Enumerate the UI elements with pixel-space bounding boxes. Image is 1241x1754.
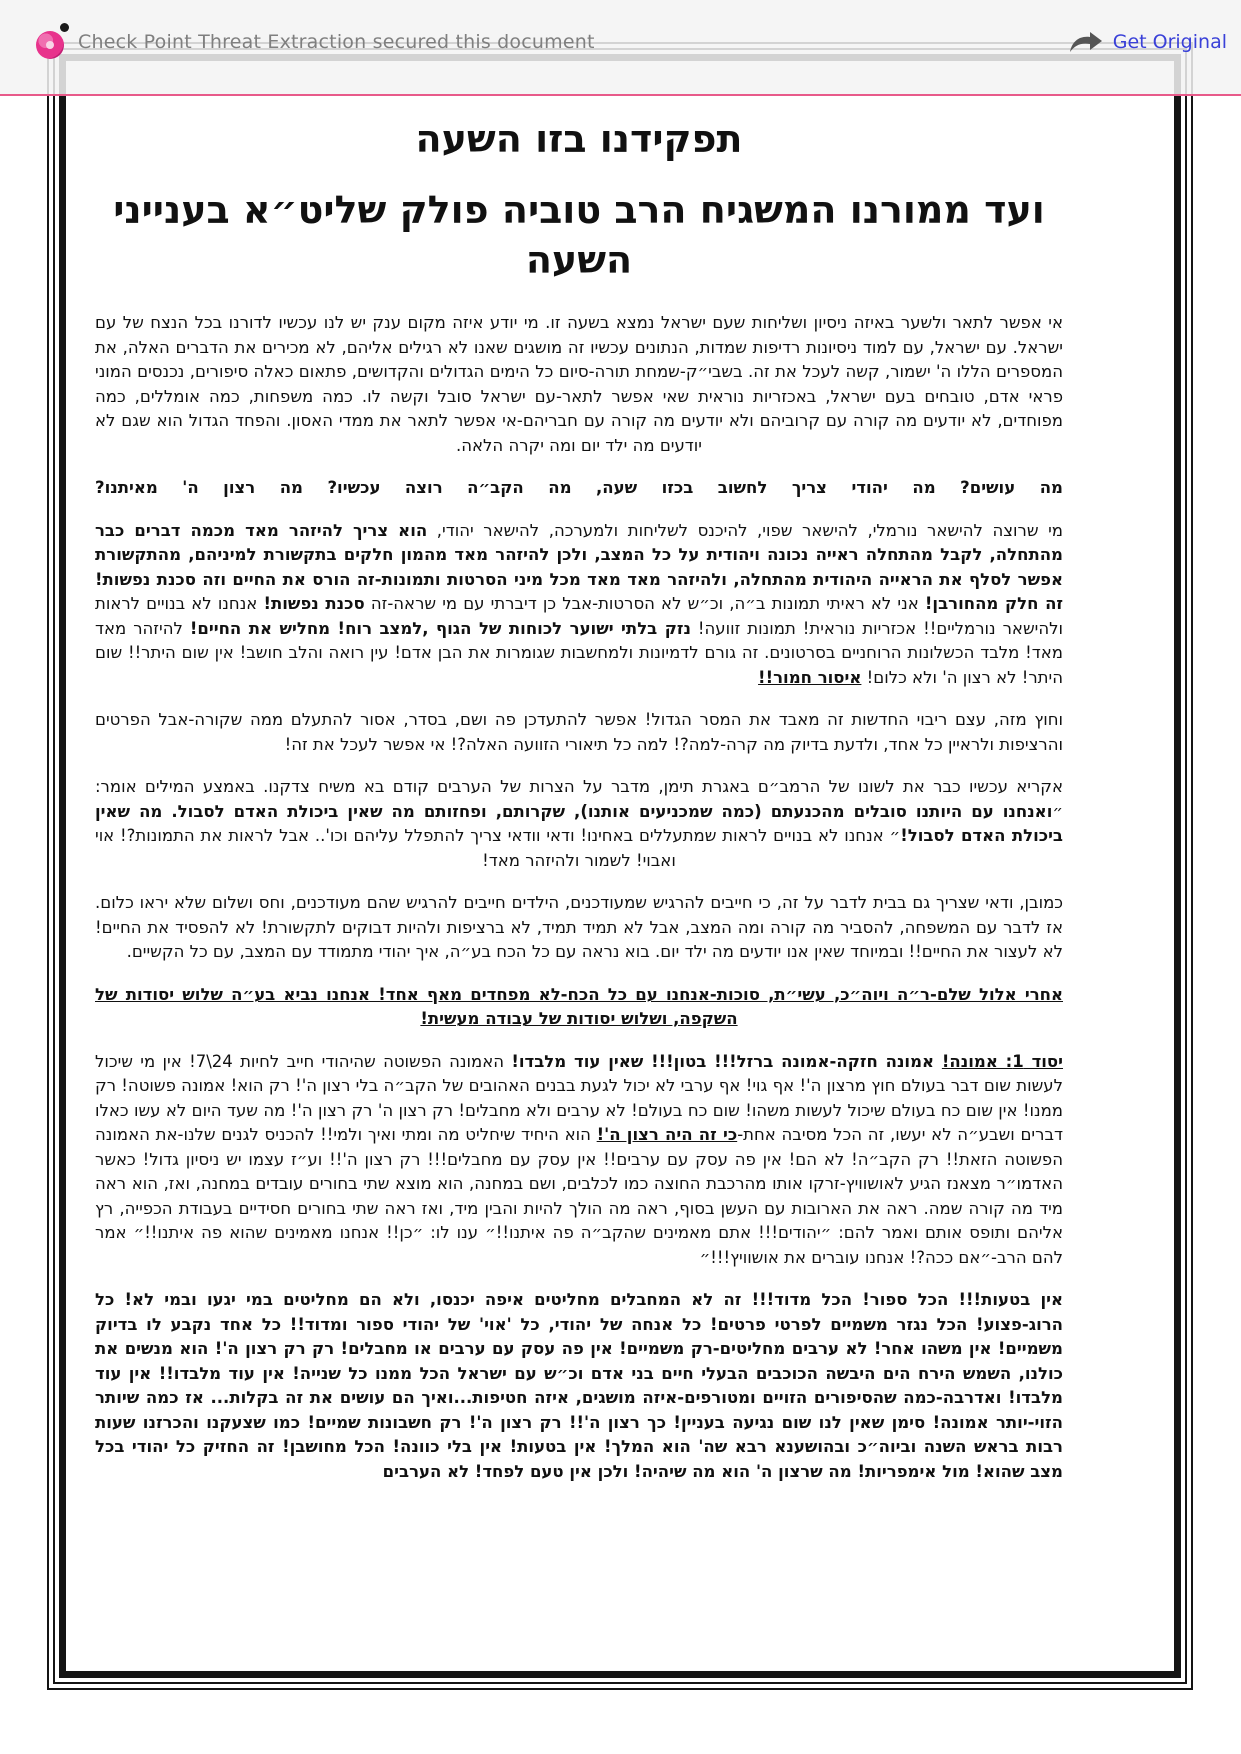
logo-center bbox=[46, 41, 54, 49]
document-content bbox=[95, 116, 1063, 1497]
document-body bbox=[95, 311, 1063, 1484]
paragraph-family: כמובן, ודאי שצריך גם בבית לדבר על זה, כי חייבים להרגיש שמעודכנים, הילדים חייבים להרגיש שהם מעודכנים, וחס ושלום שלא יראו כלום. אז לדבר עם המשפחה, להסביר מה קורה ומה המצב, אבל לא תמיד תמיד, לא ברציפות ולהיות דבוקים לתקשורת! לא להפסיד את החיים! לא לעצור את החיים!! ובמיוחד שאין אנו יודעים מה ילד יום. בוא נראה עם כל הכח בע״ה, איך יהודי מתמודד עם המצב, עם כל הקשיים. bbox=[95, 893, 1063, 962]
paragraph-no-mistakes: אין בטעות!!! הכל ספור! הכל מדוד!!! זה לא המחבלים מחליטים איפה יכנסו, ולא הם מחליטים במי יגעו ובמי לא! כל הרוג-פצוע! הכל נגזר משמיים לפרטי פרטים! כל אנחה של יהודי, כל 'אוי' של יהודי ספור ומדוד!! כל אחד נקבע לו בדיוק משמיים! אין משהו אחר! לא ערבים מחליטים-רק משמיים! אין פה עסק עם ערבים או מחבלים! רק רק רצון ה'! הוא מנשים את כולנו, השמש הירח הים היבשה הכוכבים הבעלי חיים בני אדם וכ״ש עם ישראל הכל ממנו כל שנייה! אין עוד מלבדו!! אין עוד מלבדו! ואדרבה-כמה שהסיפורים הזויים ומטורפים-איזה מושגים, איזה חטיפות...ואיך הם עושים את זה בקלות... אז כמה שיותר הזוי-יותר אמונה! סימן שאין לנו שום נגיעה בעניין! כך רצון ה'!! רק רצון ה'! רק חשבונות שמיים! כמו שצעקנו והכרזנו שעות רבות בראש השנה וביוה״כ ובהושענא רבא שה' הוא המלך! אין בטעות! אין בלי כוונה! הכל מחושבן! זה החזיק כל יהודי בכל מצב שהוא! מול אימפריות! מה שרצון ה' הוא מה שיהיה! ולכן אין טעם לפחד! לא הערבים bbox=[95, 1290, 1063, 1481]
paragraph-news: וחוץ מזה, עצם ריבוי החדשות זה מאבד את המסר הגדול! אפשר להתעדכן פה ושם, בסדר, אסור להתעלם ממה שקורה-אבל הפרטים והרציפות ולראיין כל אחד, ולדעת בדיוק מה קרה-למה?! למה כל תיאורי הזוועה האלה?! אי אפשר לעכל את זה! bbox=[95, 710, 1063, 754]
page-title: תפקידנו בזו השעה bbox=[415, 117, 743, 161]
banner-message: Check Point Threat Extraction secured this document bbox=[78, 31, 595, 53]
logo-dot bbox=[60, 23, 69, 32]
banner-row bbox=[0, 14, 1241, 70]
check-point-flower-logo bbox=[36, 23, 70, 61]
paragraph-media-warning: מי שרוצה להישאר נורמלי, להישאר שפוי, להיכנס לשליחות ולמערכה, להישאר יהודי, הוא צריך להיזהר מאד מכמה דברים כבר מהתחלה, לקבל מהתחלה ראייה נכונה ויהודית על כל המצב, ולכן להיזהר מאד מהמון חלקים בתקשורת למיניהם, מהתקשורת אפשר לסלף את הראייה היהודית מהתחלה, ולהיזהר מאד מאד מכל מיני הסרטות ותמונות-זה הורס את החיים וזה סכנת נפשות! זה חלק מהחורבן! אני לא ראיתי תמונות ב״ה, וכ״ש לא הסרטות-אבל כן דיברתי עם מי שראה-זה סכנת נפשות! אנחנו לא בנויים לראות ולהישאר נורמליים!! אכזריות נוראית! תמונות זוועה! נזק בלתי ישוער לכוחות של הגוף ,למצב רוח! מחליש את החיים! להיזהר מאד מאד! מלבד הכשלונות הרוחניים בסרטונים. זה גורם לדמיונות ולמחשבות שגומרות את הבן אדם! עין רואה והלב חושב! אין שום היתר!! שום היתר! לא רצון ה' ולא כלום! איסור חמור!! bbox=[95, 520, 1064, 687]
threat-extraction-banner bbox=[0, 0, 1241, 96]
forward-arrow-icon bbox=[1069, 31, 1103, 53]
paragraph-rambam: אקריא עכשיו כבר את לשונו של הרמב״ם באגרת תימן, מדבר על הצרות של הערבים קודם בא משיח צדקנו. באמצע המילים אומר: ״ואנחנו עם היותנו סובלים מהכנעתם (כמה שמכניעים אותנו), שקרותם, ופחזותם מה שאין ביכולת האדם לסבול. מה שאין ביכולת האדם לסבול!״ אנחנו לא בנויים לראות שמתעללים באחינו! ודאי וודאי צריך להתפלל עליהם וכו'.. אבל לראות את התמונות?! אוי ואבוי! לשמור ולהיזהר מאד! bbox=[95, 777, 1063, 870]
paragraph-intro: אי אפשר לתאר ולשער באיזה ניסיון ושליחות שעם ישראל נמצא בשעה זו. מי יודע איזה מקום ענק יש לנו עכשיו לדורנו בכל הנצח של עם ישראל. עם ישראל, עם למוד ניסיונות רדיפות שמדות, הנתונים עכשיו זה מושגים שאנו לא רגילים אליהם, לא מכירים את הדברים האלה, את המספרים הללו ה' ישמור, קשה לעכל את זה. בשבי״ק-שמחת תורה-סיום כל הימים הגדולים והקדושים, פתאום כאלה סיפורים, נכנסים המוני פראי אדם, טובחים בעם ישראל, באכזריות נוראית שאי אפשר לתאר-עם ישראל סובל וקשה לו. כמה משפחות, כמה אומללים, כמה מפוחדים, לא יודעים מה קורה עם קרוביהם ולא יודעים מה קורה עם חבריהם-אי אפשר לתאר את ממדי האסון. והפחד הגדול הוא שגם לא יודעים מה ילד יום ומה יקרה הלאה. bbox=[95, 313, 1063, 455]
banner-actions bbox=[1069, 31, 1227, 53]
get-original-link[interactable]: Get Original bbox=[1112, 31, 1227, 53]
page-subtitle: ועד ממורנו המשגיח הרב טוביה פולק שליט״א בענייני השעה bbox=[113, 188, 1045, 282]
heading-foundations: אחרי אלול שלם-ר״ה ויוה״כ, עשי״ת, סוכות-אנחנו עם כל הכח-לא מפחדים מאף אחד! אנחנו נביא בע״ה שלוש יסודות של השקפה, ושלוש יסודות של עבודה מעשית! bbox=[95, 984, 1063, 1029]
paragraph-foundation-1: יסוד 1: אמונה! אמונה חזקה-אמונה ברזל!!! בטון!!! שאין עוד מלבדו! האמונה הפשוטה שהיהודי חייב לחיות 24\7! אין מי שיכול לעשות שום דבר בעולם חוץ מרצון ה'! אף גוי! אף ערבי לא יכול לגעת בבנים האהובים של הקב״ה בלי רצון ה'! רק הוא! אמונה פשוטה! רק ממנו! אין שום כח בעולם שיכול לעשות משהו! שום כח בעולם! לא ערבים ולא מחבלים! רק רצון ה' רק רצון ה'! מה שעד היום לא עשו כאלו דברים ושבע״ה לא יעשו, זה הכל מסיבה אחת-כי זה היה רצון ה'! הוא היחיד שיחליט מה ומתי ואיך ולמי!! להכניס לגנים שלנו-את האמונה הפשוטה הזאת!! רק הקב״ה! לא הם! אין פה עסק עם ערבים!! אין עסק עם מחבלים!!! רק רצון ה'!! וע״ז עצמו יש ניסיון גדול! כאשר האדמו״ר מצאנז הגיע לאושוויץ-זרקו אותו מהרכבת החוצה כמו לכלבים, ושם במחנה, הוא מוצא שתי בחורים עובדים במחנה, ואז, הוא ראה מיד מה קורה שמה. ראה את הארובות עם העשן בסוף, ראה מה הולך להיות והבין מיד, ואז ראה שתי בחורים חסידיים בעבודת הכפייה, רץ אליהם ותופס אותם ואמר להם: ״יהודים!!! אתם מאמינים שהקב״ה פה איתנו!!״ ענו לו: ״כן!! אנחנו מאמינים שהוא פה איתנו!!״ אמר להם הרב-״אם ככה?! אנחנו עוברים את אושוויץ!!!״ bbox=[95, 1051, 1064, 1267]
heading-question: מה עושים? מה יהודי צריך לחשוב בכזו שעה, מה הקב״ה רוצה עכשיו? מה רצון ה' מאיתנו? bbox=[95, 478, 1063, 498]
